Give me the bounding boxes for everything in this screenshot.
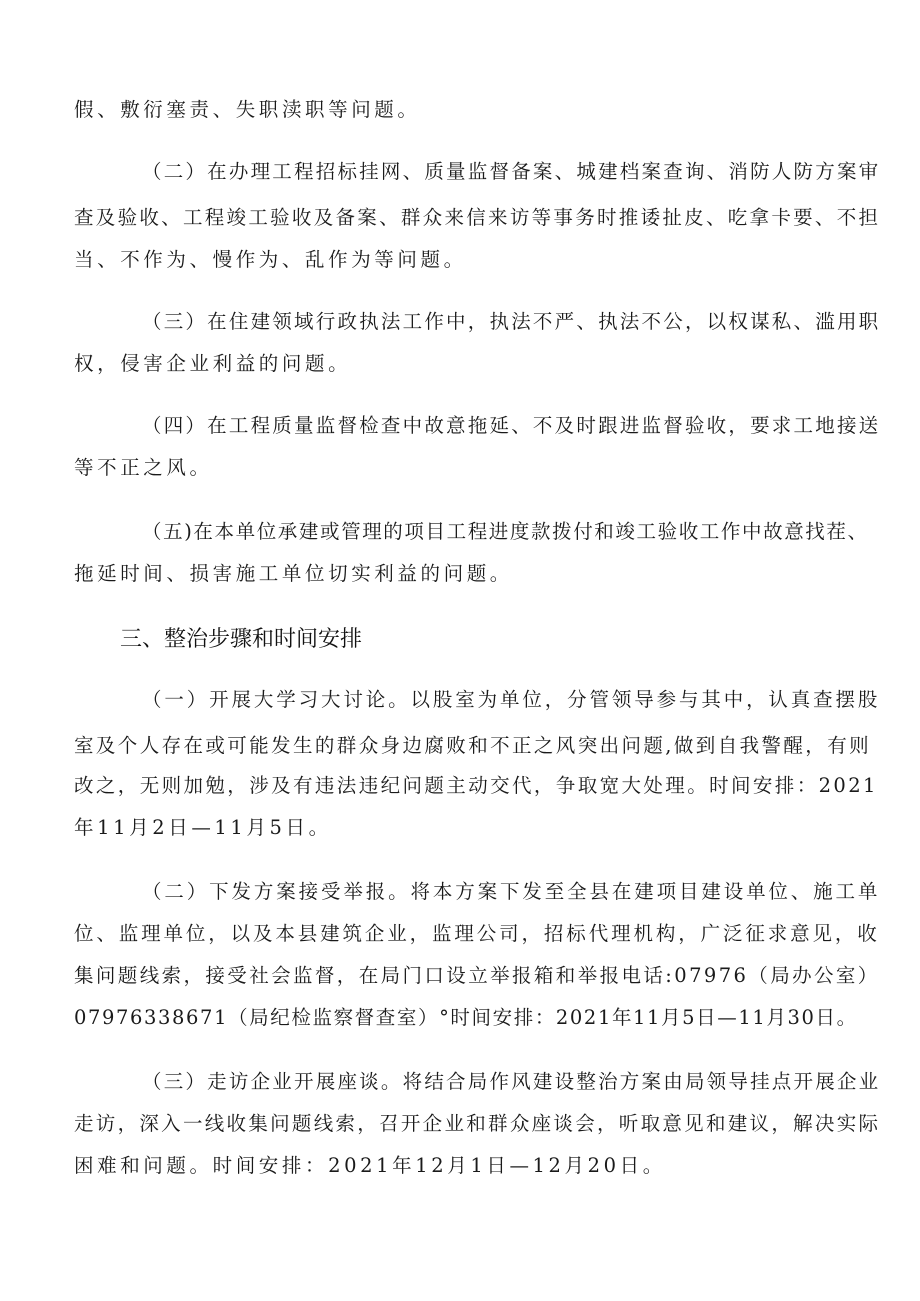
item-4-line-1: （四）在工程质量监督检查中故意拖延、不及时跟进监督验收，要求工地接送 — [142, 414, 881, 437]
step-3-line-1: （三）走访企业开展座谈。将结合局作风建设整治方案由局领导挂点开展企业 — [142, 1070, 881, 1093]
step-3-line-3: 困难和问题。时间安排：2021年12月1日—12月20日。 — [74, 1154, 666, 1177]
item-2-line-2: 查及验收、工程竣工验收及备案、群众来信来访等事务时推诿扯皮、吃拿卡要、不担 — [74, 206, 881, 229]
item-3-line-1: （三）在住建领域行政执法工作中，执法不严、执法不公，以权谋私、滥用职 — [142, 310, 881, 333]
step-1-line-3: 改之，无则加勉，涉及有违法违纪问题主动交代，争取宽大处理。时间安排：2021 — [74, 774, 878, 797]
item-3-line-2: 权，侵害企业利益的问题。 — [74, 352, 352, 375]
item-2-line-3: 当、不作为、慢作为、乱作为等问题。 — [74, 248, 467, 271]
step-2-line-3: 集问题线索，接受社会监督，在局门口设立举报箱和举报电话:07976（局办公室） — [74, 964, 880, 987]
item-5-line-1: （五)在本单位承建或管理的项目工程进度款拨付和竣工验收工作中故意找茬、 — [142, 520, 869, 543]
item-5-line-2: 拖延时间、损害施工单位切实利益的问题。 — [74, 562, 513, 585]
step-1-line-4: 年11月2日—11月5日。 — [74, 816, 332, 839]
step-2-line-4: 07976338671（局纪检监察督查室）°时间安排：2021年11月5日—11月30日。 — [74, 1006, 858, 1029]
step-2-line-1: （二）下发方案接受举报。将本方案下发至全县在建项目建设单位、施工单 — [142, 880, 881, 903]
item-4-line-2: 等不正之风。 — [74, 456, 213, 479]
section-heading-3: 三、整治步骤和时间安排 — [120, 627, 363, 652]
step-1-line-2: 室及个人存在或可能发生的群众身边腐败和不正之风突出问题,做到自我警醒，有则 — [74, 734, 871, 757]
item-2-line-1: （二）在办理工程招标挂网、质量监督备案、城建档案查询、消防人防方案审 — [142, 160, 881, 183]
paragraph-continuation-line: 假、敷衍塞责、失职渎职等问题。 — [74, 98, 421, 121]
step-2-line-2: 位、监理单位，以及本县建筑企业，监理公司，招标代理机构，广泛征求意见，收 — [74, 922, 880, 945]
step-3-line-2: 走访，深入一线收集问题线索，召开企业和群众座谈会，听取意见和建议，解决实际 — [74, 1112, 881, 1135]
step-1-line-1: （一）开展大学习大讨论。以股室为单位，分管领导参与其中，认真查摆股 — [142, 688, 881, 711]
